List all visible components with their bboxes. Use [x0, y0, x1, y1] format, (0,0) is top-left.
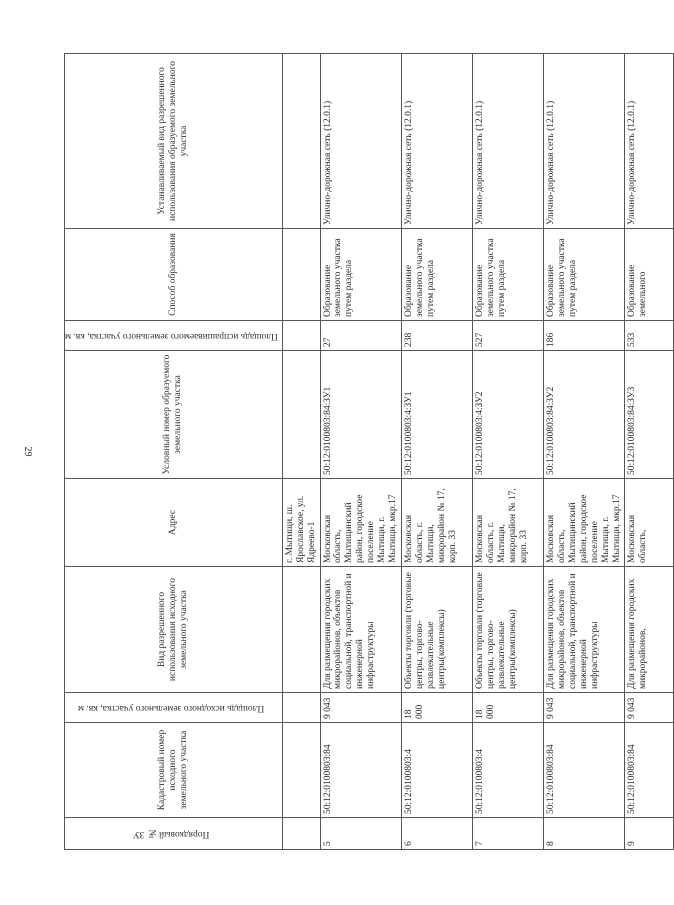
cell-address: Московская область, Мытищинский район, городское поселение Мытищи, г. Мытищи, мкр.17: [543, 479, 624, 567]
cell-src-use: Для размещения городских микрорайонов,: [625, 567, 674, 693]
cell-new-number: 50:12:0100803:84:ЗУ2: [543, 351, 624, 479]
cell-address: Московская область,: [625, 479, 674, 567]
cell-new-number: 50:12:0100803:84:ЗУ3: [625, 351, 674, 479]
cell-address: Московская область, г. Мытищи, микрорайон № 17, корп. 33: [401, 479, 472, 567]
table-row: [472, 54, 543, 850]
cell-num: 7: [472, 818, 543, 850]
header-method: Способ образования: [65, 229, 283, 321]
table-row: [320, 54, 401, 850]
cell-src-area: 9 043: [543, 693, 624, 723]
cell-num: 6: [401, 818, 472, 850]
table-row: [401, 54, 472, 850]
cell-method: Образование земельного участка путем раздела: [320, 229, 401, 321]
continuation-row: [282, 54, 320, 850]
header-src-use: Вид разрешенного использования исходного земельного участка: [65, 567, 283, 693]
header-cadastral: Кадастровый номер исходного земельного участка: [65, 723, 283, 818]
continuation-address: г. Мытищи, ш. Ярославское, ул. Ядреево-1: [282, 479, 320, 567]
cell-src-use: Объекты торговли (торговые центры, торгово-развлекательные центры(комплексы): [472, 567, 543, 693]
cell-new-use: Улично-дорожная сеть (12.0.1): [320, 54, 401, 229]
cell-new-use: Улично-дорожная сеть (12.0.1): [543, 54, 624, 229]
cell-num: 8: [543, 818, 624, 850]
cell-address: Московская область, Мытищинский район, городское поселение Мытищи, г. Мытищи, мкр.17: [320, 479, 401, 567]
cell-new-number: 50:12:0100803:4:ЗУ1: [401, 351, 472, 479]
cell-cadastral: 50:12:0100803:4: [401, 723, 472, 818]
cell-new-use: Улично-дорожная сеть (12.0.1): [625, 54, 674, 229]
cell-method: Образование земельного участка путем раздела: [543, 229, 624, 321]
cell-new-use: Улично-дорожная сеть (12.0.1): [472, 54, 543, 229]
cell-cadastral: 50:12:0100803:4: [472, 723, 543, 818]
header-num: Порядковый № ЗУ: [65, 818, 283, 850]
header-new-area: Площадь испрашиваемого земельного участка, кв. м: [65, 321, 283, 351]
table-row: [543, 54, 624, 850]
page-number: 29: [22, 446, 33, 457]
cell-src-use: Для размещения городских микрорайонов, объектов социальной, транспортной и инженерной инфраструктуры: [320, 567, 401, 693]
cell-num: 5: [320, 818, 401, 850]
header-new-number: Условный номер образуемого земельного участка: [65, 351, 283, 479]
cell-src-area: 9 043: [625, 693, 674, 723]
header-address: Адрес: [65, 479, 283, 567]
cell-new-area: 186: [543, 321, 624, 351]
cell-cadastral: 50:12:0100803:84: [543, 723, 624, 818]
land-plot-table: [64, 53, 674, 850]
cell-num: 9: [625, 818, 674, 850]
cell-cadastral: 50:12:0100803:84: [625, 723, 674, 818]
cell-method: Образование земельного: [625, 229, 674, 321]
cell-new-area: 533: [625, 321, 674, 351]
cell-method: Образование земельного участка путем раздела: [401, 229, 472, 321]
cell-address: Московская область, г. Мытищи, микрорайон № 17, корп. 33: [472, 479, 543, 567]
table-row: [625, 54, 674, 850]
header-src-area: Площадь исходного земельного участка, кв. м: [65, 693, 283, 723]
header-new-use: Устанавливаемый вид разрешенного использования образуемого земельного участка: [65, 54, 283, 229]
cell-new-number: 50:12:0100803:84:ЗУ1: [320, 351, 401, 479]
cell-new-area: 527: [472, 321, 543, 351]
cell-src-area: 18 000: [472, 693, 543, 723]
header-row: [65, 54, 283, 850]
cell-src-area: 9 043: [320, 693, 401, 723]
cell-method: Образование земельного участка путем раздела: [472, 229, 543, 321]
land-plot-table-container: [64, 54, 649, 850]
cell-cadastral: 50:12:0100803:84: [320, 723, 401, 818]
cell-src-use: Объекты торговли (торговые центры, торгово-развлекательные центры(комплексы): [401, 567, 472, 693]
cell-src-use: Для размещения городских микрорайонов, объектов социальной, транспортной и инженерной инфраструктуры: [543, 567, 624, 693]
cell-new-use: Улично-дорожная сеть (12.0.1): [401, 54, 472, 229]
cell-new-area: 27: [320, 321, 401, 351]
cell-new-number: 50:12:0100803:4:ЗУ2: [472, 351, 543, 479]
cell-new-area: 238: [401, 321, 472, 351]
cell-src-area: 18 000: [401, 693, 472, 723]
